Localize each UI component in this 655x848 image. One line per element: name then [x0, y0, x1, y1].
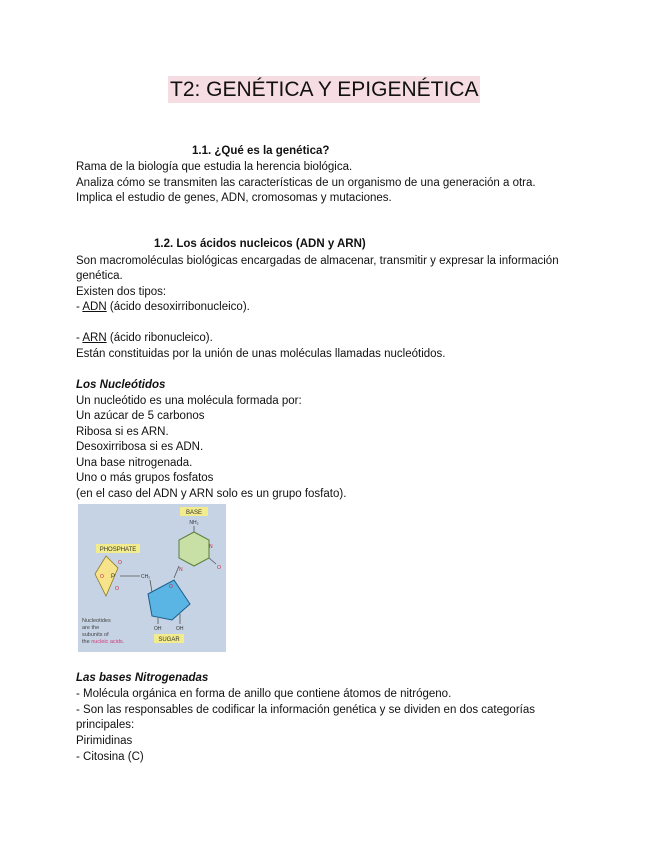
- page-title: T2: GENÉTICA Y EPIGENÉTICA: [170, 78, 479, 101]
- nucleotide-diagram: [78, 504, 226, 652]
- paragraph-line: Un azúcar de 5 carbonos: [76, 410, 205, 422]
- base-label: BASE: [185, 510, 203, 516]
- adn-description: (ácido desoxirribonucleico).: [106, 301, 250, 313]
- paragraph-line: genética.: [76, 270, 123, 282]
- caption-line-1: Nucleotides: [82, 618, 111, 624]
- phosphorus-atom: P: [111, 574, 116, 580]
- arn-description: (ácido ribonucleico).: [106, 332, 213, 344]
- paragraph-line: (en el caso del ADN y ARN solo es un grupo fosfato).: [76, 488, 347, 500]
- paragraph-line: Rama de la biología que estudia la herencia biológica.: [76, 161, 353, 173]
- paragraph-line: Un nucleótido es una molécula formada por:: [76, 395, 302, 407]
- section-heading-acidos-nucleicos: 1.2. Los ácidos nucleicos (ADN y ARN): [154, 238, 366, 250]
- ring-nitrogen-glycosidic: N: [179, 567, 183, 573]
- caption-highlight: nucleic acids.: [91, 639, 125, 645]
- phosphate-oxygen-top: O: [118, 560, 122, 566]
- paragraph-line: Una base nitrogenada.: [76, 457, 193, 469]
- list-dash: -: [76, 332, 83, 344]
- ch2-label: CH₂: [141, 574, 151, 580]
- paragraph-line: Pirimidinas: [76, 735, 133, 747]
- list-item-adn: [76, 300, 250, 315]
- list-dash: -: [76, 301, 83, 313]
- base-ring: [179, 532, 209, 566]
- subheading-nucleotidos: Los Nucleótidos: [76, 379, 166, 391]
- caption-line-2: are the: [82, 625, 100, 631]
- paragraph-line: - Citosina (C): [76, 751, 144, 763]
- paragraph-line: Existen dos tipos:: [76, 286, 167, 298]
- paragraph-line: Son macromoléculas biológicas encargadas de almacenar, transmitir y expresar la información: [76, 255, 559, 267]
- paragraph-line: Están constituidas por la unión de unas moléculas llamadas nucleótidos.: [76, 348, 446, 360]
- arn-abbreviation: ARN: [82, 332, 107, 344]
- paragraph-line: Desoxirribosa si es ADN.: [76, 441, 204, 453]
- caption-line-4: [82, 639, 125, 645]
- subheading-bases-nitrogenadas: Las bases Nitrogenadas: [76, 672, 209, 684]
- carbonyl-oxygen: O: [217, 565, 221, 571]
- paragraph-line: Ribosa si es ARN.: [76, 426, 169, 438]
- paragraph-line: Analiza cómo se transmiten las características de un organismo de una generación a otra.: [76, 177, 536, 189]
- phosphate-oxygen-bottom: O: [115, 586, 119, 592]
- paragraph-line: Implica el estudio de genes, ADN, cromosomas y mutaciones.: [76, 192, 392, 204]
- hydroxyl-2prime: OH: [176, 626, 184, 632]
- hydroxyl-3prime: OH: [154, 626, 162, 632]
- paragraph-line: Uno o más grupos fosfatos: [76, 472, 214, 484]
- section-heading-genetica: 1.1. ¿Qué es la genética?: [192, 145, 330, 157]
- list-item-arn: [76, 331, 213, 346]
- phosphate-label: PHOSPHATE: [99, 547, 137, 553]
- sugar-label: SUGAR: [158, 637, 180, 643]
- ring-nitrogen: N: [209, 544, 213, 550]
- phosphate-oxygen-left: O: [100, 574, 104, 580]
- paragraph-line: - Son las responsables de codificar la información genética y se dividen en dos categorías: [76, 704, 535, 716]
- caption-line-3: subunits of: [82, 632, 109, 638]
- adn-abbreviation: ADN: [82, 301, 107, 313]
- nh2-label: NH₂: [189, 520, 199, 526]
- paragraph-line: - Molécula orgánica en forma de anillo que contiene átomos de nitrógeno.: [76, 688, 452, 700]
- sugar-ring-oxygen: O: [169, 584, 173, 590]
- caption-the: the: [82, 639, 92, 645]
- paragraph-line: principales:: [76, 719, 135, 731]
